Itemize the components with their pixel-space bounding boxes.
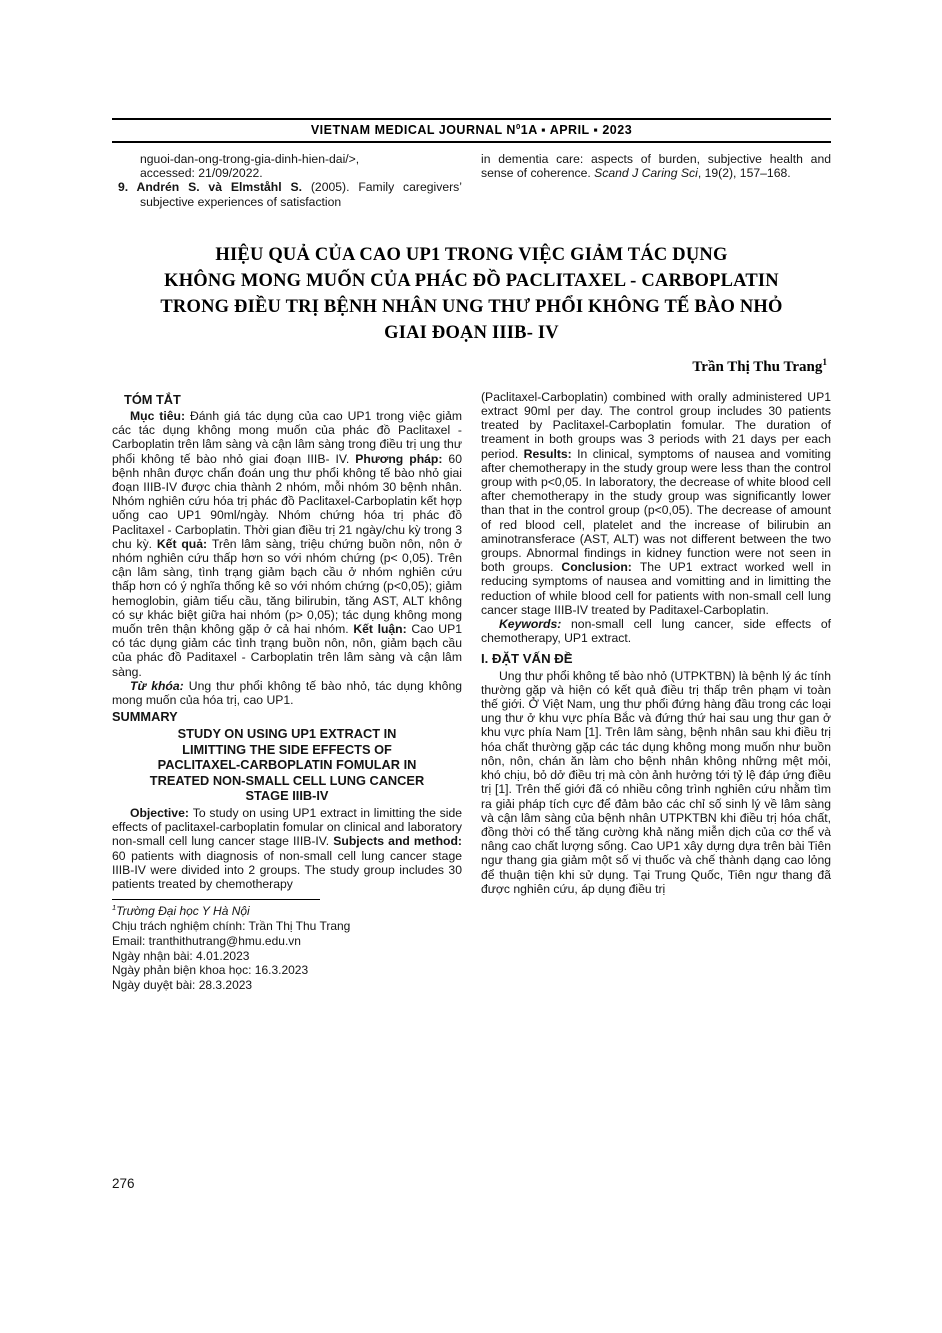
reference-continuation: in dementia care: aspects of burden, subjective health and sense of coherence. Scand J Caring Sci, 19(2), 157–168. <box>481 152 831 181</box>
references-section <box>112 152 831 209</box>
abstract-paragraph: Mục tiêu: Đánh giá tác dụng của cao UP1 trong việc giảm các tác dụng không mong muốn của phác đồ Paclitaxel - Carboplatin trên lâm sàng và cận lâm sàng trong điều trị ung thư phổi không tế bào nhỏ giai đoạn IIIB- IV. Phương pháp: 60 bệnh nhân được chẩn đoán ung thư phổi không tế bào nhỏ giai đoạn IIIB-IV được chia thành 2 nhóm, mỗi nhóm 30 bệnh nhân. Nhóm nghiên cứu hóa trị phác đồ Paclitaxel-Carboplatin kết hợp uống cao UP1 90ml/ngày. Nhóm chứng hóa trị phác đồ Paclitaxel - Carboplatin. Thời gian điều trị 21 ngày/chu kỳ trong 3 chu kỳ. Kết quả: Trên lâm sàng, triệu chứng buồn nôn, nôn ở nhóm nghiên cứu thấp hơn so với nhóm chứng (p< 0,05). Trên cận lâm sàng, tình trạng giảm bạch cầu ở nhóm nghiên cứu thấp hơn có ý nghĩa thống kê so với nhóm chứng (p<0,05); giảm hemoglobin, giảm tiểu cầu, tăng bilirubin, tăng AST, ALT không có sự khác biệt giữa hai nhóm (p> 0,05); tác dụng không mong muốn trên thận không gặp ở cả hai nhóm. Kết luận: Cao UP1 có tác dụng giảm các tình trạng buồn nôn, nôn, giảm bạch cầu của phác đồ Paditaxel - Carboplatin trên lâm sàng và cận lâm sàng. <box>112 409 462 679</box>
page-content <box>112 118 831 993</box>
footnote-block <box>112 899 462 993</box>
footnote-email: Email: tranthithutrang@hmu.edu.vn <box>112 933 301 948</box>
footnote-affiliation: $^1$Trường Đại học Y Hà Nội <box>112 903 250 919</box>
journal-header-text: VIETNAM MEDICAL JOURNAL $N^01A$ ▪ APRIL ▪ 2023 <box>310 121 633 137</box>
author-line: Trần Thị Thu Trang$^1$ <box>692 357 827 375</box>
reference-item-9: 9. Andrén S. và Elmståhl S. (2005). Family caregivers’ subjective experiences of satisfaction <box>118 180 462 209</box>
abstract-heading: TÓM TẮT <box>124 391 181 407</box>
right-column <box>481 390 831 993</box>
article-body <box>112 390 831 993</box>
footnote-responsible: Chịu trách nghiệm chính: Trần Thị Thu Trang <box>112 919 351 933</box>
keywords-en-paragraph: Keywords: non-small cell lung cancer, side effects of chemotherapy, UP1 extract. <box>481 617 831 646</box>
journal-header <box>112 118 831 143</box>
footnote-accepted-date: Ngày duyệt bài: 28.3.2023 <box>112 978 253 993</box>
references-left-column <box>112 152 462 209</box>
reference-url-continuation: nguoi-dan-ong-trong-gia-dinh-hien-dai/>, <box>140 152 360 166</box>
footnote-reviewed-date: Ngày phản biện khoa học: 16.3.2023 <box>112 963 309 978</box>
summary-objective-paragraph: Objective: To study on using UP1 extract in limitting the side effects of paclitaxel-carboplatin fomular on clinical and laboratory non-small cell lung cancer stage IIIB-IV. Subjects and method: 60 patients with diagnosis of non-small cell lung cancer stage IIIB-IV were divided into 2 groups. The study group includes 30 patients treated by chemotherapy <box>112 805 463 891</box>
reference-accessed-line: accessed: 21/09/2022. <box>140 166 263 181</box>
summary-continuation-paragraph: (Paclitaxel-Carboplatin) combined with orally administered UP1 extract 90ml per day. The control group includes 30 patients treated by Paclitaxel-Carboplatin fomular. The duration of treament in both groups was 3 periods with 21 days per each period. Results: In clinical, symptoms of nausea and vomiting after chemotherapy in the study group were less than the control group with p<0,05. In laboratory, the decrease of white blood cell after chemotherapy in the study group was significantly lower than that in the control group (p<0,05). The decrease of amount of red blood cell, platelet and the increase of bilirubin an aminotransferace (AST, ALT) was not different between the two groups. Abnormal findings in kidney function were not seen in both groups. Conclusion: The UP1 extract worked well in reducing symptoms of nausea and vomitting and in limitting the reduction of while blood cell for patients with non-small cell lung cancer stage IIIB-IV treated by Paditaxel-Carboplatin. <box>481 389 831 617</box>
left-column <box>112 390 462 993</box>
summary-title: STUDY ON USING UP1 EXTRACT IN LIMITTING THE SIDE EFFECTS OF PACLITAXEL-CARBOPLATIN FOMULAR IN TREATED NON-SMALL CELL LUNG CANCER STAGE IIIB-IV <box>149 726 425 804</box>
references-right-column <box>481 152 831 209</box>
intro-paragraph: Ung thư phổi không tế bào nhỏ (UTPKTBN) là bệnh lý ác tính thường gặp và hiện có kết quả điều trị thấp trên phạm vi toàn thế giới. Ở Việt Nam, ung thư phổi đứng hàng đầu trong các loại ung thư ở khu vực phía Bắc và đứng thứ hai sau ung thư gan ở khu vực phía Nam [1]. Trên lâm sàng, bệnh nhân sau khi điều trị hóa chất thường gặp các tác dụng không mong muốn như buồn nôn, nôn, chán ăn làm cho bệnh nhân không những mệt mỏi, khó chịu, bỏ dở điều trị mà còn ảnh hưởng tới tỷ lệ đáp ứng điều trị [1]. Trên thế giới đã có nhiều công trình nghiên cứu nhằm tìm ra giải pháp tích cực để đảm bảo các chỉ số sinh lý về lâm sàng và cận lâm sàng của bệnh nhân UTPKTBN khi điều trị hóa chất, đồng thời có thể tăng cường khả năng miễn dịch của cơ thể và nâng cao chất lượng sống. Cao UP1 xây dựng dựa trên bài Tiên ngư thang gia giảm một số vị thuốc và chế thành dạng cao lỏng để thuận tiện khi sử dụng. Tại Trung Quốc, Tiên ngư thang đã được nghiên cứu, áp dụng điều trị <box>481 668 831 896</box>
summary-heading: SUMMARY <box>112 709 178 725</box>
intro-heading: I. ĐẶT VẤN ĐỀ <box>481 651 573 667</box>
footnote-divider <box>112 899 320 900</box>
article-title: HIỆU QUẢ CỦA CAO UP1 TRONG VIỆC GIẢM TÁC DỤNG KHÔNG MONG MUỐN CỦA PHÁC ĐỒ PACLITAXEL - CARBOPLATIN TRONG ĐIỀU TRỊ BỆNH NHÂN UNG THƯ PHỔI KHÔNG TẾ BÀO NHỎ GIAI ĐOẠN IIIB- IV <box>160 244 783 343</box>
keywords-vi-paragraph: Từ khóa: Ung thư phổi không tế bào nhỏ, tác dụng không mong muốn của hóa trị, cao UP1. <box>112 678 462 708</box>
page-number: 276 <box>112 1176 135 1191</box>
footnote-received-date: Ngày nhận bài: 4.01.2023 <box>112 948 250 963</box>
